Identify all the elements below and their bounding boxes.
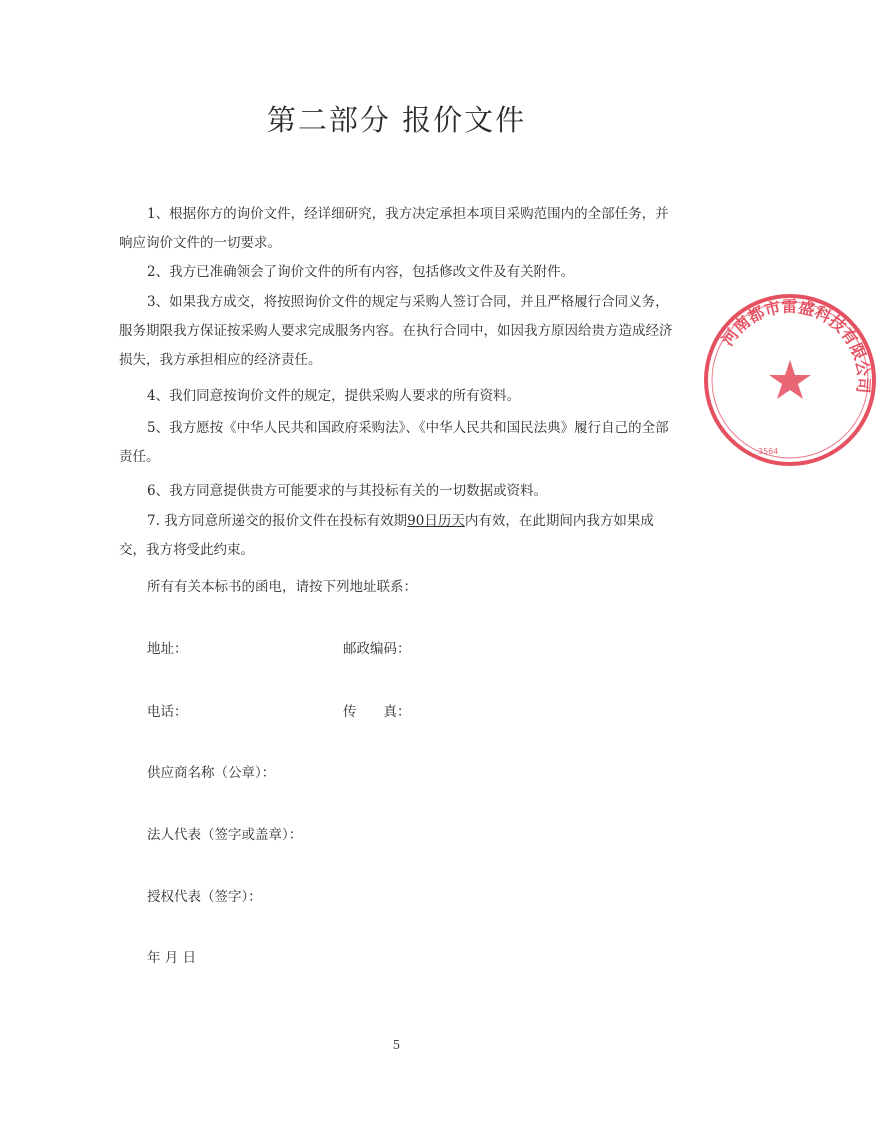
contact-intro: 所有有关本标书的函电，请按下列地址联系： [147, 579, 417, 595]
page-number: 5 [392, 1038, 401, 1052]
authorized-rep-label: 授权代表（签字）： [147, 889, 262, 905]
date-label: 年 月 日 [147, 950, 197, 966]
address-label: 地址： [147, 641, 188, 657]
clause-5: 5、我方愿按《中华人民共和国政府采购法》、《中华人民共和国民法典》履行自己的全部责任。 [119, 420, 669, 465]
postcode-label: 邮政编码： [343, 641, 411, 657]
legal-rep-label: 法人代表（签字或盖章）： [147, 827, 303, 843]
clause-6: 6、我方同意提供贵方可能要求的与其投标有关的一切数据或资料。 [147, 483, 548, 499]
validity-period: 90日历天 [407, 513, 465, 529]
company-seal-stamp [700, 290, 880, 470]
seal-code: 3564 [758, 447, 779, 456]
phone-label: 电话： [147, 704, 188, 720]
clause-3: 3、如果我方成交，将按照询价文件的规定与采购人签订合同，并且严格履行合同义务，服务期限我方保证按采购人要求完成服务内容。在执行合同中，如因我方原因给贵方造成经济损失，我方承担相应的经济责任。 [119, 294, 673, 368]
clause-1: 1、根据你方的询价文件，经详细研究，我方决定承担本项目采购范围内的全部任务，并响应询价文件的一切要求。 [119, 206, 669, 251]
clause-7-before: 7. 我方同意所递交的报价文件在投标有效期 [147, 513, 408, 529]
seal-star-icon [769, 360, 811, 399]
fax-label: 传 真： [343, 704, 411, 720]
page-title: 第二部分 报价文件 [266, 103, 527, 137]
clause-2: 2、我方已准确领会了询价文件的所有内容，包括修改文件及有关附件。 [147, 264, 575, 280]
supplier-name-label: 供应商名称（公章）： [147, 765, 276, 781]
clause-4: 4、我们同意按询价文件的规定，提供采购人要求的所有资料。 [147, 388, 521, 404]
seal-text: 河南都市雷盛科技有限公司 [717, 296, 874, 394]
clause-7-after: 内有效，在此期间内我方如果成交，我方将受此约束。 [119, 513, 654, 558]
clause-7 [119, 507, 679, 565]
